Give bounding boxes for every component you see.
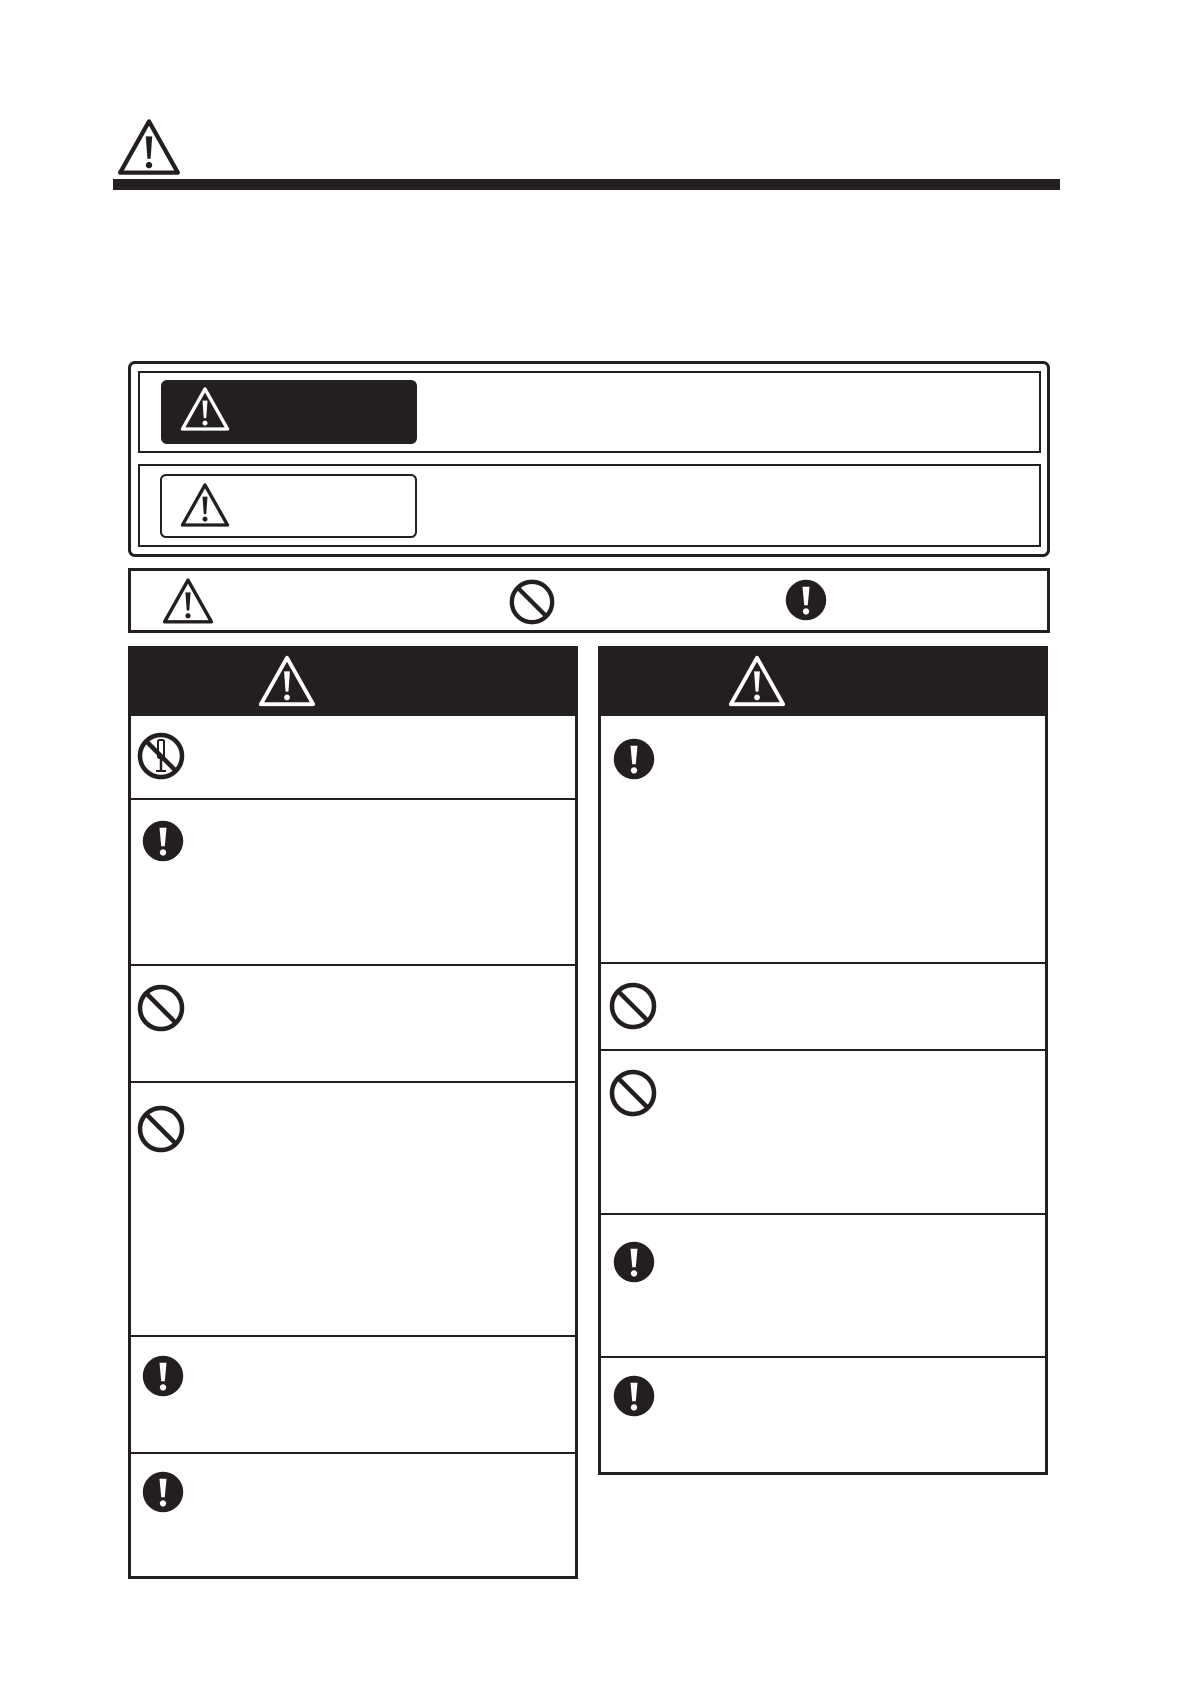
prohibition-icon bbox=[136, 983, 186, 1033]
right-divider-1 bbox=[600, 962, 1046, 964]
right-header-caution-icon bbox=[728, 654, 786, 708]
prohibition-icon bbox=[608, 1068, 658, 1118]
heading-caution-icon bbox=[117, 118, 181, 176]
intro-text bbox=[130, 240, 1050, 320]
left-warning-panel bbox=[128, 646, 578, 1579]
left-divider-5 bbox=[130, 1452, 576, 1454]
heading-rule bbox=[113, 179, 1060, 190]
symbol-legend bbox=[128, 568, 1050, 633]
mandatory-action-icon bbox=[141, 1354, 185, 1398]
caution-caution-icon bbox=[180, 482, 230, 528]
left-divider-2 bbox=[130, 964, 576, 966]
left-panel-header bbox=[128, 646, 578, 716]
mandatory-action-icon bbox=[141, 1470, 185, 1514]
mandatory-action-icon bbox=[612, 1240, 656, 1284]
no-disassembly-icon bbox=[136, 731, 186, 781]
mandatory-action-icon bbox=[612, 1374, 656, 1418]
left-divider-1 bbox=[130, 798, 576, 800]
caution-triangle-icon bbox=[162, 577, 214, 625]
prohibition-icon bbox=[508, 578, 556, 626]
prohibition-icon bbox=[608, 981, 658, 1031]
right-panel-header bbox=[598, 646, 1048, 716]
right-divider-2 bbox=[600, 1049, 1046, 1051]
left-divider-4 bbox=[130, 1335, 576, 1337]
mandatory-action-icon bbox=[141, 819, 185, 863]
mandatory-action-icon bbox=[612, 737, 656, 781]
prohibition-icon bbox=[136, 1104, 186, 1154]
left-header-caution-icon bbox=[258, 654, 316, 708]
right-divider-4 bbox=[600, 1356, 1046, 1358]
warning-caution-icon bbox=[180, 386, 230, 432]
right-divider-3 bbox=[600, 1213, 1046, 1215]
mandatory-action-icon bbox=[784, 578, 828, 622]
right-warning-panel bbox=[598, 646, 1048, 1475]
left-divider-3 bbox=[130, 1081, 576, 1083]
